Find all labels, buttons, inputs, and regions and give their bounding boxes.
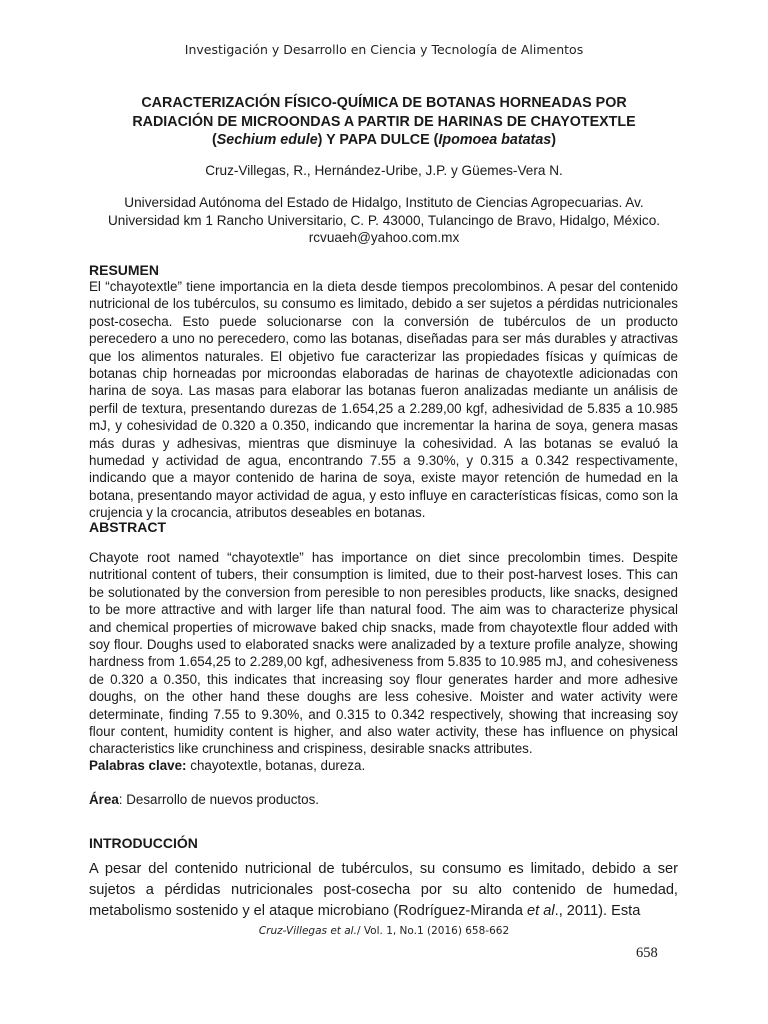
page-number: 658 [636, 945, 658, 961]
title-line-3 [90, 131, 678, 150]
introduccion-heading: INTRODUCCIÓN [89, 835, 198, 851]
keywords [89, 757, 678, 774]
species-ipomoea-batatas: Ipomoea batatas [438, 132, 552, 148]
title-paren-open: ( [211, 132, 217, 148]
resumen-heading: RESUMEN [89, 262, 160, 278]
area-value: : Desarrollo de nuevos productos. [118, 792, 320, 807]
page-footer [0, 925, 768, 937]
area [89, 791, 678, 808]
resumen-text: El “chayotextle” tiene importancia en la dieta desde tiempos precolombinos. A pesar del contenido nutricional de los tubérculos, su consumo es limitado, debido a ser sujetos a pérdidas nutricionales post-cosecha. Esto puede solucionarse con la conversión de tubérculos de un producto perecedero a uno no perecedero, como las botanas, diseñadas para ser más durables y atractivas que los alimentos naturales. El objetivo fue caracterizar las propiedades físicas y químicas de botanas chip horneadas por microondas elaboradas de harinas de chayotextle adicionadas con harina de soya. Las masas para elaborar las botanas fueron analizadas mediante un análisis de perfil de textura, presentando durezas de 1.654,25 a 2.289,00 kgf, adhesividad de 5.835 a 10.985 mJ, y cohesividad de 0.320 a 0.350, indicando que incrementar la harina de soya, genera masas más duras y adhesivas, mientras que disminuye la cohesividad. A las botanas se evaluó la humedad y actividad de agua, encontrando 7.55 a 9.30%, y 0.315 a 0.342 respectivamente, indicando que a mayor contenido de harina de soya, existe mayor retención de humedad en la botana, presentando mayor actividad de agua, y esto influye en características físicas, como son la crujencia y la crocancia, atributos deseables en botanas. [89, 279, 678, 521]
footer-citation: / Vol. 1, No.1 (2016) 658-662 [356, 925, 510, 937]
area-label: Área [89, 792, 119, 807]
intro-et-al: et al [527, 903, 555, 919]
title-line-1: CARACTERIZACIÓN FÍSICO-QUÍMICA DE BOTANAS HORNEADAS POR [141, 95, 627, 111]
intro-text-after: ., 2011). Esta [554, 903, 641, 919]
title-line-2: RADIACIÓN DE MICROONDAS A PARTIR DE HARINAS DE CHAYOTEXTLE [132, 113, 636, 130]
species-sechium-edule: Sechium edule [216, 132, 318, 148]
affiliation-line-2: Universidad km 1 Rancho Universitario, C. P. 43000, Tulancingo de Bravo, Hidalgo, México. [107, 212, 661, 228]
title-mid: ) Y PAPA DULCE ( [317, 132, 439, 148]
keywords-label: Palabras clave: [89, 758, 187, 773]
keywords-value: chayotextle, botanas, dureza. [186, 758, 366, 773]
abstract-heading: ABSTRACT [89, 519, 166, 535]
authors: Cruz-Villegas, R., Hernández-Uribe, J.P. y Güemes-Vera N. [205, 163, 563, 178]
affiliation-line-1: Universidad Autónoma del Estado de Hidalgo, Instituto de Ciencias Agropecuarias. Av. [124, 195, 644, 210]
title-paren-close: ) [551, 132, 556, 148]
journal-header: Investigación y Desarrollo en Ciencia y Tecnología de Alimentos [184, 42, 584, 57]
affiliation [100, 194, 668, 247]
footer-authors: Cruz-Villegas et al. [258, 925, 357, 937]
intro-text-before: A pesar del contenido nutricional de tubérculos, su consumo es limitado, debido a ser sujetos a pérdidas nutricionales post-cosecha por su alto contenido de humedad, metabolismo sostenido y el ataque microbiano (Rodríguez-Miranda [89, 861, 678, 919]
paper-title [90, 94, 678, 150]
author-email: rcvuaeh@yahoo.com.mx [308, 230, 460, 245]
abstract-text: Chayote root named “chayotextle” has importance on diet since precolombin times. Despite nutritional content of tubers, their consumption is limited, due to their post-harvest loses. This can be solutionated by the conversion from peresible to non peresibles products, like snacks, designed to be more attractive and with larger life than natural food. The aim was to characterize physical and chemical properties of microwave baked chip snacks, made from chayotextle flour added with soy flour. Doughs used to elaborated snacks were analizaded by a texture profile analyze, showing hardness from 1.654,25 to 2.289,00 kgf, adhesiveness from 5.835 to 10.985 mJ, and cohesiveness de 0.320 a 0.350, this indicates that increasing soy flour generates harder and more adhesive doughs, on the other hand these doughs are less cohesive. Moister and water activity were determinate, finding 7.55 to 9.30%, and 0.315 to 0.342 respectively, showing that increasing soy flour content, humidity content is higher, and also water activity, these has influence on physical characteristics like crunchiness and crispiness, desirable snacks attributes. [89, 550, 678, 757]
introduccion-text [89, 859, 678, 922]
